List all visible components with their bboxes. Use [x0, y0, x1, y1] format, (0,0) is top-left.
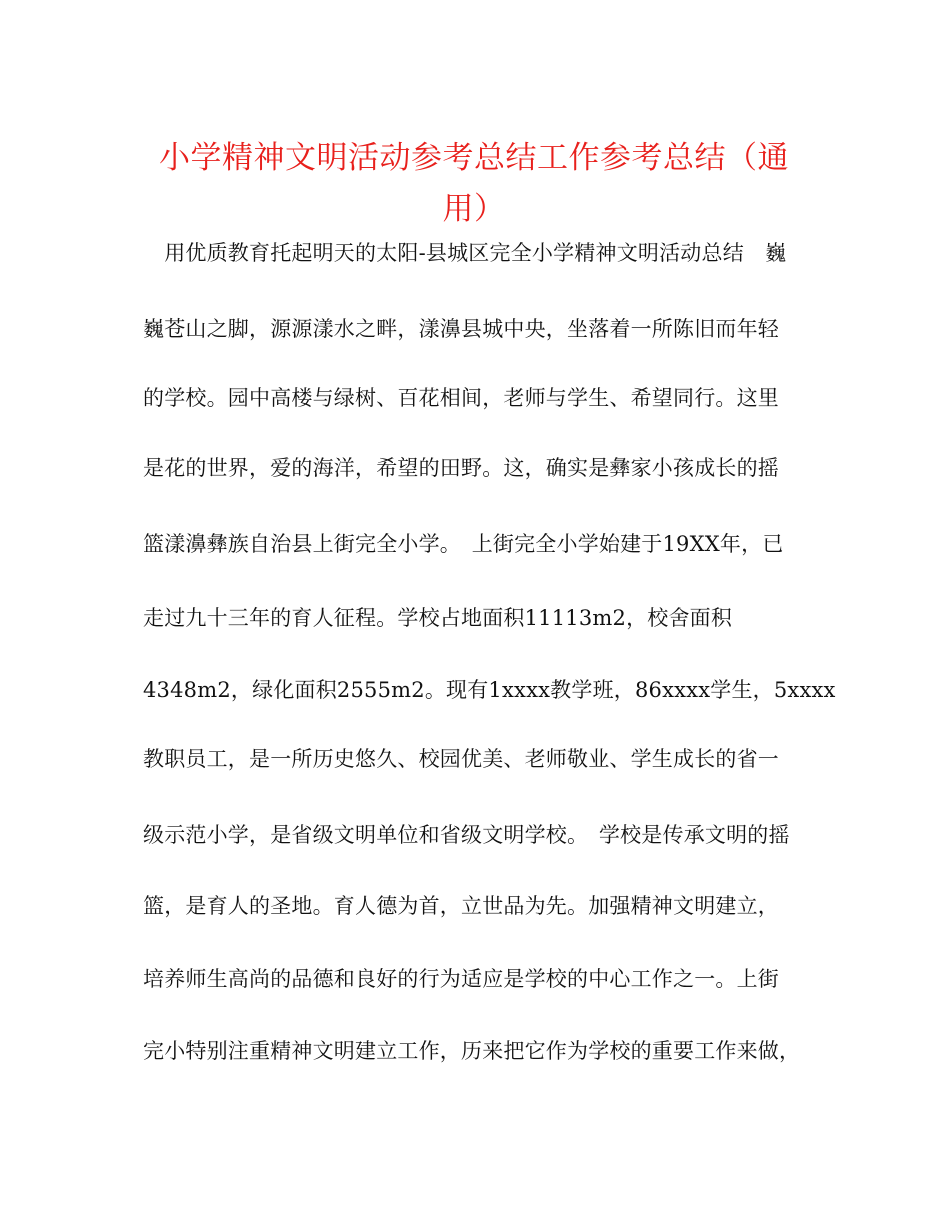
- body-line-10: 篮，是育人的圣地。育人德为首，立世品为先。加强精神文明建立，: [143, 894, 779, 918]
- body-line-12: 完小特别注重精神文明建立工作，历来把它作为学校的重要工作来做，: [143, 1039, 801, 1063]
- body-line-5: 篮漾濞彝族自治县上街完全小学。 上街完全小学始建于19XX年，已: [143, 532, 784, 556]
- body-line-9: 级示范小学，是省级文明单位和省级文明学校。 学校是传承文明的摇: [143, 823, 790, 847]
- body-line-7: 4348m2，绿化面积2555m2。现有1xxxx教学班，86xxxx学生，5xxxx: [143, 678, 836, 702]
- body-line-6: 走过九十三年的育人征程。学校占地面积11113m2，校舍面积: [143, 606, 733, 630]
- body-line-11: 培养师生高尚的品德和良好的行为适应是学校的中心工作之一。上街: [143, 967, 779, 991]
- body-line-4: 是花的世界，爱的海洋，希望的田野。这，确实是彝家小孩成长的摇: [143, 456, 779, 480]
- body-line-2: 巍苍山之脚，源源漾水之畔，漾濞县城中央，坐落着一所陈旧而年轻: [143, 317, 779, 341]
- body-line-3: 的学校。园中高楼与绿树、百花相间，老师与学生、希望同行。这里: [143, 386, 779, 410]
- body-line-8: 教职员工，是一所历史悠久、校园优美、老师敬业、学生成长的省一: [143, 747, 779, 771]
- document-title: 小学精神文明活动参考总结工作参考总结（通用）: [159, 140, 789, 227]
- body-line-1: 用优质教育托起明天的太阳-县城区完全小学精神文明活动总结 巍: [143, 241, 787, 265]
